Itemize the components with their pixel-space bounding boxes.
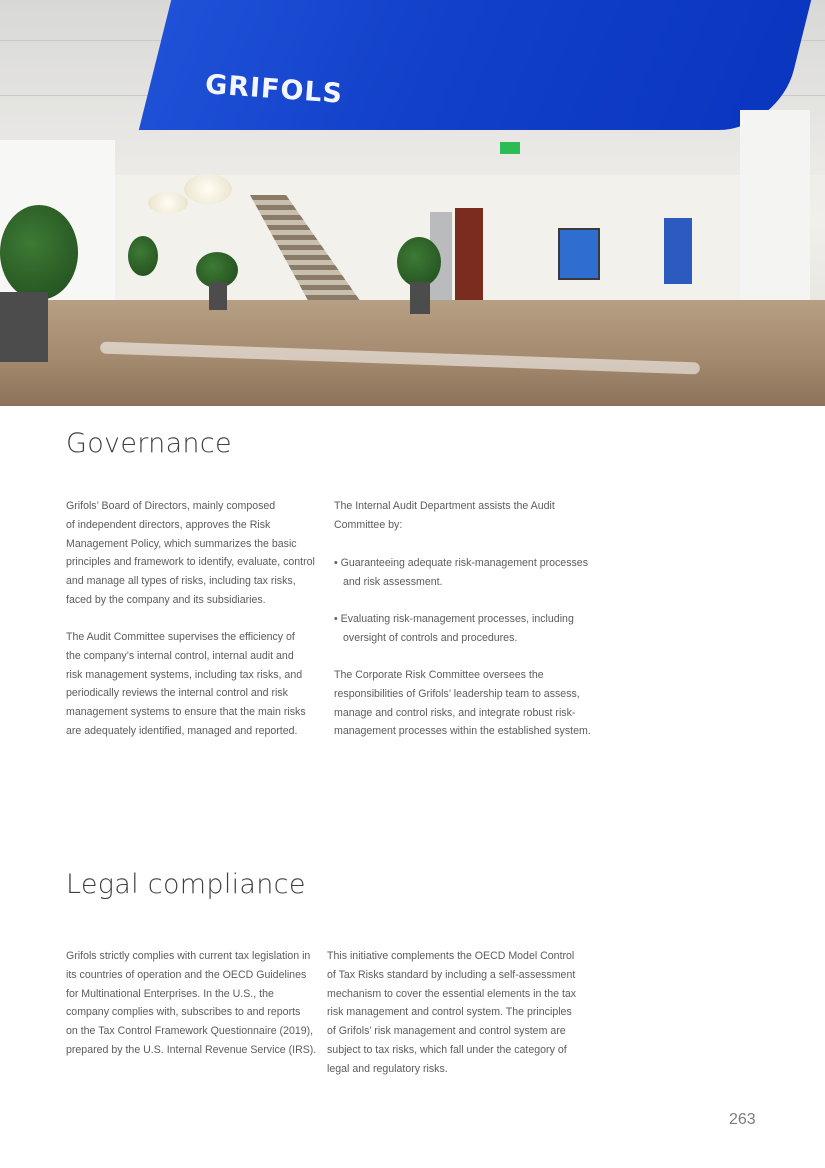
grifols-logo: GRIFOLS [204, 69, 344, 110]
bullet-item: • Guaranteeing adequate risk-management processes and risk assessment. [334, 557, 588, 588]
plant [0, 205, 78, 300]
planter [209, 282, 227, 310]
hero-photo-lobby [0, 0, 825, 406]
governance-audit-committee-paragraph: The Audit Committee supervises the efficiency of the company’s internal control, internal audit and risk management systems, including tax risks, and periodically reviews the internal control and risk management systems to ensure that the main risks are adequately identified, managed and reported. [66, 631, 306, 737]
chandelier [184, 174, 232, 204]
exit-sign [500, 142, 520, 154]
chandelier [148, 192, 188, 214]
legal-compliance-heading: Legal compliance [66, 869, 306, 900]
legal-compliance-paragraph-2: This initiative complements the OECD Model Control of Tax Risks standard by including a self-assessment mechanism to cover the essential elements in the tax risk management and control system. The principles of Grifols’ risk management and control system are subject to tax risks, which fall under the category of legal and regulatory risks. [327, 950, 577, 1075]
governance-heading: Governance [66, 428, 232, 459]
blue-banner [139, 0, 821, 130]
planter [0, 292, 48, 362]
wall-screen [558, 228, 600, 280]
wall-display [664, 218, 692, 284]
plant [128, 236, 158, 276]
legal-compliance-paragraph-1: Grifols strictly complies with current tax legislation in its countries of operation and the OECD Guidelines for Multinational Enterprises. In the U.S., the company complies with, subscribes to and reports on the Tax Control Framework Questionnaire (2019), prepared by the U.S. Internal Revenue Service (IRS). [66, 950, 317, 1056]
governance-risk-committee-paragraph: The Corporate Risk Committee oversees the responsibilities of Grifols’ leadership team to assess, manage and control risks, and integrate robust risk- management processes within the established system. [334, 669, 591, 738]
plant [397, 237, 441, 287]
planter [410, 282, 430, 314]
page-number: 263 [729, 1111, 756, 1128]
bullet-item: • Evaluating risk-management processes, including oversight of controls and procedures. [334, 613, 574, 644]
governance-board-paragraph: Grifols’ Board of Directors, mainly composed of independent directors, approves the Risk Management Policy, which summarizes the basic principles and framework to identify, evaluate, control and manage all types of risks, including tax risks, faced by the company and its subsidiaries. [66, 500, 315, 606]
governance-internal-audit-intro: The Internal Audit Department assists the Audit Committee by: [334, 500, 555, 531]
